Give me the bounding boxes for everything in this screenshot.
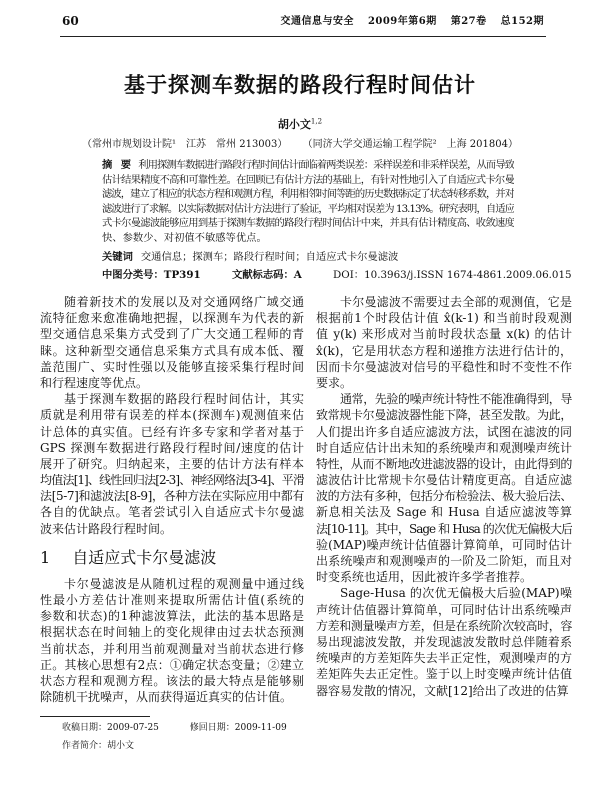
paragraph-line: 盖范围广、实时性强以及能够直接采集行程时间 xyxy=(40,359,304,374)
paragraph-line: 状态方程和观测方程。该法的最大特点是能够剔 xyxy=(40,673,304,688)
abstract-line xyxy=(102,187,514,202)
abstract-line xyxy=(102,158,514,173)
paragraph-line: 人们提出许多自适应滤波方法，试图在滤波的同 xyxy=(316,424,572,439)
paragraph-line: 波的方法有多种，包括分布检验法、极大验后法、 xyxy=(316,489,572,504)
abstract-text: 滤波，建立了相应的状态方程和观测方程，利用相邻时间等距的历史数据标定了状态转移系数，并对 xyxy=(102,188,514,200)
paragraph-line: 卡尔曼滤波不需要过去全部的观测值，它是 xyxy=(340,295,572,309)
paragraph-line: 睐。这种新型交通信息采集方式具有成本低、覆 xyxy=(40,343,304,358)
doi: DOI：10.3963/j.ISSN 1674-4861.2009.06.015 xyxy=(333,269,572,281)
abstract-line xyxy=(102,173,514,188)
paragraph-line: 出系统噪声和观测噪声的一阶及二阶矩，而且对 xyxy=(316,554,572,568)
author xyxy=(0,118,600,132)
abstract-text: 利用探测车数据进行路段行程时间估计面临着两类误差：采样误差和非采样误差，从而导致 xyxy=(138,159,514,171)
running-header xyxy=(270,16,544,28)
total-issue: 总152期 xyxy=(500,16,544,27)
abstract-line xyxy=(102,202,514,217)
abstract-text: 估计结果精度不高和可靠性差。在回顾已有估计方法的基础上，有针对性地引入了自适应式卡尔曼 xyxy=(102,173,514,186)
journal-name: 交通信息与安全 xyxy=(280,16,354,27)
paragraph-line: 致常规卡尔曼滤波器性能下降，甚至发散。为此， xyxy=(316,408,572,423)
paragraph-line: Sage-Husa 的次优无偏极大后验(MAP)噪 xyxy=(340,586,572,601)
left-column xyxy=(40,294,304,705)
paragraph-line: 和行程速度等优点。 xyxy=(40,375,149,390)
paragraph-line: 滤波估计比常规卡尔曼估计精度更高。自适应滤 xyxy=(316,473,572,488)
section-heading xyxy=(40,542,304,574)
section-title: 自适应式卡尔曼滤波 xyxy=(72,547,217,567)
paragraph-line: x̂(k)，它是用状态方程和递推方法进行估计的， xyxy=(316,343,572,358)
paragraph-line: 展开了研究。归纳起来，主要的估计方法有样本 xyxy=(40,456,304,471)
paragraph-line: 方差和测量噪声方差，但是在系统阶次较高时，容 xyxy=(316,618,572,633)
paragraph-line: 声统计估值器计算简单，可同时估计出系统噪声 xyxy=(316,602,572,617)
abstract-line xyxy=(102,231,514,246)
keywords-label: 关键词 xyxy=(102,251,133,263)
paragraph-line: 随着新技术的发展以及对交通网络广域交通 xyxy=(64,295,304,309)
author-name: 胡小文 xyxy=(277,118,311,131)
paragraph-line: 正。其核心思想有2点：①确定状态变量；②建立 xyxy=(40,657,304,672)
paragraph-line: 器容易发散的情况，文献[12]给出了改进的估算 xyxy=(316,683,569,698)
abstract-text: 快、参数少、对初值不敏感等优点。 xyxy=(102,231,267,244)
paragraph-line: 均值法[1]、线性回归法[2-3]、神经网络法[3-4]、平滑 xyxy=(40,473,304,488)
paragraph-line: 法[5-7]和滤波法[8-9]，各种方法在实际应用中都有 xyxy=(40,489,304,504)
paragraph-line: 计总体的真实值。已经有许多专家和学者对基于 xyxy=(40,424,304,439)
author-bio: 作者简介：胡小文 xyxy=(62,741,135,751)
right-column xyxy=(316,294,572,699)
paragraph-line: 根据前1个时段估计值 x̂(k-1) 和当前时段观测 xyxy=(316,311,572,326)
page-number: 60 xyxy=(62,14,79,28)
paragraph-line: 波来估计路段行程时间。 xyxy=(40,521,173,536)
volume: 第27卷 xyxy=(450,16,487,27)
paragraph-line: 性最小方差估计准则来提取所需估计值(系统的 xyxy=(40,593,304,607)
classification xyxy=(102,268,600,282)
paragraph-line: 因而卡尔曼滤波对信号的平稳性和时不变性不作 xyxy=(316,359,572,374)
paragraph-line: 时变系统也适用，因此被许多学者推荐。 xyxy=(316,570,533,585)
revised-date: 修回日期：2009-11-09 xyxy=(189,723,287,733)
abstract-text: 滤波进行了求解。以实际数据对估计方法进行了验证，平均相对误差为 13.13%。研究表明，自适应 xyxy=(102,202,514,215)
affiliation-2: （同济大学交通运输工程学院² 上海 201804） xyxy=(302,139,518,150)
received-date: 收稿日期：2009-07-25 xyxy=(62,723,159,733)
paragraph-line: 时自适应估计出未知的系统噪声和观测噪声统计 xyxy=(316,440,572,455)
paragraph-line: 差矩阵失去正定性。鉴于以上时变噪声统计估值 xyxy=(316,667,572,682)
paragraph-line: 统噪声的方差矩阵失去半正定性，观测噪声的方 xyxy=(316,651,572,666)
paragraph-line: 通常，先验的噪声统计特性不能准确得到，导 xyxy=(340,392,572,407)
paragraph-line: 卡尔曼滤波是从随机过程的观测量中通过线 xyxy=(64,576,304,591)
keywords-text: 交通信息；探测车；路段行程时间；自适应式卡尔曼滤波 xyxy=(140,251,399,263)
paragraph-line: 易出现滤波发散，并发现滤波发散时总伴随着系 xyxy=(316,634,572,649)
paragraph-line: 基于探测车数据的路段行程时间估计，其实 xyxy=(64,392,304,407)
paragraph-line: 值 y(k) 来形成对当前时段状态量 x(k) 的估计 xyxy=(316,327,572,342)
paragraph-line: 根据状态在时间轴上的变化规律由过去状态预测 xyxy=(40,625,304,640)
affiliation-1: （常州市规划设计院¹ 江苏 常州 213003） xyxy=(82,139,288,150)
paragraph-line: 质就是利用带有误差的样本(探测车)观测值来估 xyxy=(40,408,304,423)
paragraph-line: 要求。 xyxy=(316,375,353,390)
document-code: 文献标志码：A xyxy=(231,269,302,281)
paragraph-line: 各自的优缺点。笔者尝试引入自适应式卡尔曼滤 xyxy=(40,505,304,520)
issue: 2009年第6期 xyxy=(367,16,437,27)
author-marks: 1,2 xyxy=(310,117,323,126)
keywords xyxy=(102,250,398,264)
clc-number: 中图分类号：TP391 xyxy=(102,269,201,281)
paper-title: 基于探测车数据的路段行程时间估计 xyxy=(124,72,476,97)
paragraph-line: 型交通信息采集方式受到了广大交通工程师的青 xyxy=(40,327,304,342)
paragraph-line: GPS 探测车数据进行路段行程时间/速度的估计 xyxy=(40,440,304,455)
affiliations xyxy=(0,138,600,151)
section-number: 1 xyxy=(40,547,51,567)
paragraph-line: 新息相关法及 Sage 和 Husa 自适应滤波等算 xyxy=(316,505,572,520)
abstract-text: 式卡尔曼滤波能够应用到基于探测车数据的路段行程时间估计中来，并具有估计精度高、收敛速度 xyxy=(102,217,514,229)
paragraph-line: 除随机干扰噪声，从而获得逼近真实的估计值。 xyxy=(40,690,293,705)
paragraph-line: 法[10-11]。其中，Sage 和 Husa 的次优无偏极大后 xyxy=(316,521,572,536)
paragraph-line: 验(MAP)噪声统计估值器计算简单，可同时估计 xyxy=(316,537,572,552)
abstract-label: 摘 要 xyxy=(102,159,131,171)
abstract-line xyxy=(102,216,514,231)
paragraph-line: 参数和状态)的1种滤波算法，此法的基本思路是 xyxy=(40,609,304,624)
paragraph-line: 当前状态，并利用当前观测量对当前状态进行修 xyxy=(40,641,304,656)
paragraph-line: 流特征愈来愈准确地把握，以探测车为代表的新 xyxy=(40,311,304,326)
paragraph-line: 特性，从而不断地改进滤波器的设计，由此得到的 xyxy=(316,456,572,471)
footnote-dates xyxy=(62,722,315,734)
abstract xyxy=(102,158,514,245)
header-rule xyxy=(60,36,546,37)
footnote-rule xyxy=(40,716,150,717)
